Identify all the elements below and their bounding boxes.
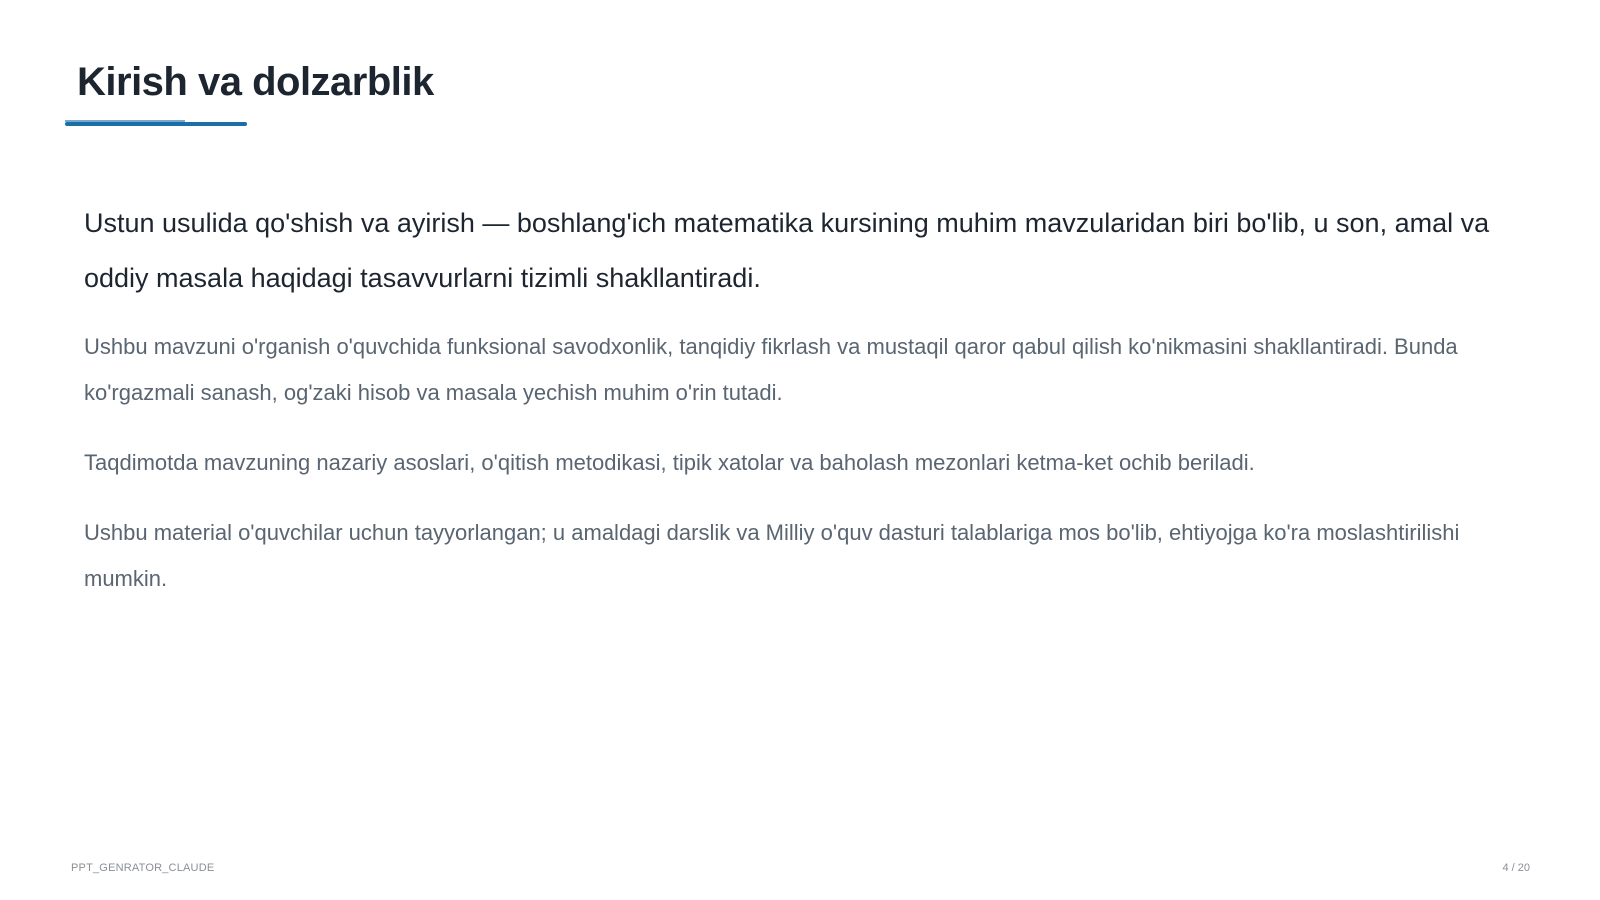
lead-paragraph: Ustun usulida qo'shish va ayirish — boshlang'ich matematika kursining muhim mavzularidan biri bo'lib, u son, amal va oddiy masala haqidagi tasavvurlarni tizimli shakllantiradi. bbox=[84, 208, 1490, 293]
footer-source: PPT_GENRATOR_CLAUDE bbox=[71, 862, 215, 874]
page-number: 4 / 20 bbox=[1502, 862, 1530, 874]
body-paragraph-2: Taqdimotda mavzuning nazariy asoslari, o'qitish metodikasi, tipik xatolar va baholash mezonlari ketma-ket ochib beriladi. bbox=[84, 450, 1255, 475]
slide-title: Kirish va dolzarblik bbox=[77, 60, 434, 104]
body-paragraph-1: Ushbu mavzuni o'rganish o'quvchida funksional savodxonlik, tanqidiy fikrlash va mustaqil qaror qabul qilish ko'nikmasini shakllantiradi. Bunda ko'rgazmali sanash, og'zaki hisob va masala yechish muhim o'rin tutadi. bbox=[84, 334, 1458, 405]
slide-body bbox=[84, 196, 1524, 626]
body-paragraph-3: Ushbu material o'quvchilar uchun tayyorlangan; u amaldagi darslik va Milliy o'quv dasturi talablariga mos bo'lib, ehtiyojga ko'ra moslashtirilishi mumkin. bbox=[84, 520, 1460, 591]
title-underline bbox=[65, 122, 247, 126]
